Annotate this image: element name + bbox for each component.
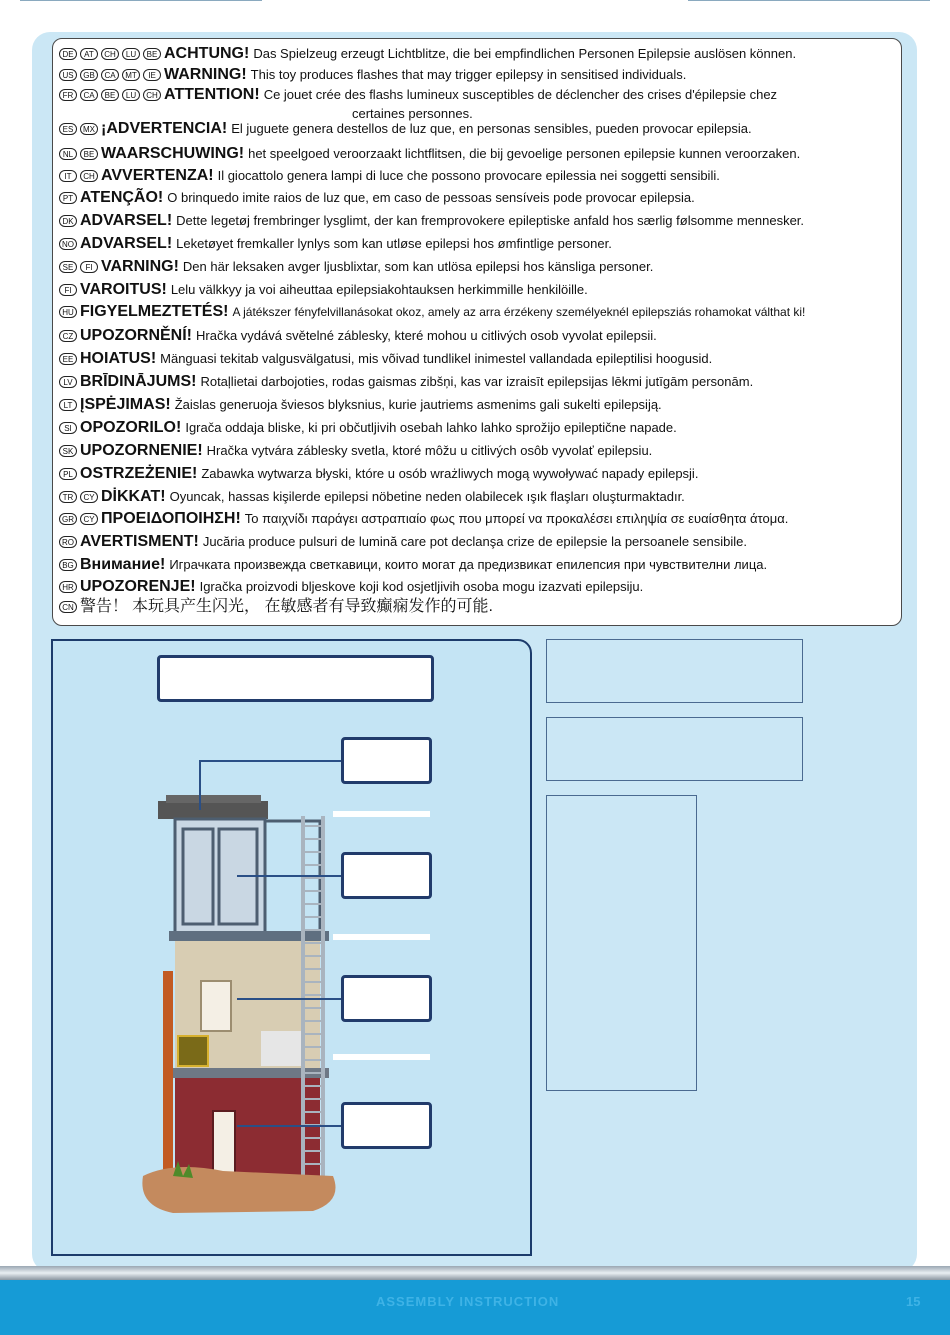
warning-title: ¡ADVERTENCIA! — [101, 120, 228, 137]
warning-text: Ce jouet crée des flashs lumineux susceptibles de déclencher des crises d'épilepsie chez — [263, 87, 778, 102]
warning-row — [59, 557, 897, 572]
warning-row — [59, 146, 897, 161]
warning-text: Hračka vydává světelné záblesky, které mohou u citlivých osob vyvolat epilepsii. — [196, 328, 657, 343]
country-code-badge: CY — [80, 491, 98, 503]
info-box-2 — [546, 717, 803, 781]
footer-divider-strip — [0, 1266, 950, 1280]
country-code-badge: FR — [59, 89, 77, 101]
warning-title: FIGYELMEZTETÉS! — [80, 303, 229, 320]
warning-text: Den här leksaken avger ljusblixtar, som kan utlösa epilepsi hos känsliga personer. — [182, 259, 654, 274]
warning-title: ATENÇÃO! — [80, 189, 164, 206]
country-code-badge: NO — [59, 238, 77, 250]
warning-title: ATTENTION! — [164, 86, 260, 103]
fire-station-tower-illustration — [133, 781, 433, 1221]
leader-line-ground — [237, 1125, 341, 1127]
country-code-badge: IT — [59, 170, 77, 182]
warning-title: WARNING! — [164, 66, 247, 83]
warning-text: A játékszer fényfelvillanásokat okoz, amely az arra érzékeny személyeknél epilepsziás rohamokat válthat ki! — [232, 305, 806, 319]
country-code-badge: MX — [80, 123, 98, 135]
warning-text: 本玩具产生闪光， 在敏感者有导致癫痫发作的可能. — [132, 598, 493, 615]
country-code-badge: SE — [59, 261, 77, 273]
country-code-badge: SK — [59, 445, 77, 457]
warning-text: Il giocattolo genera lampi di luce che possono provocare epilessia nei soggetti sensibili. — [217, 168, 720, 183]
warning-row — [59, 121, 897, 136]
warning-text: Το παιχνίδι παράγει αστραπιαίο φως που μπορεί να προκαλέσει επιληψία σε ευαίσθητα άτομα. — [244, 511, 789, 526]
warning-title: DİKKAT! — [101, 488, 166, 505]
info-box-1 — [546, 639, 803, 703]
country-code-badge: TR — [59, 491, 77, 503]
country-code-badge: CA — [80, 89, 98, 101]
warning-title: AVERTISMENT! — [80, 533, 199, 550]
warning-text: Oyuncak, hassas kişilerde epilepsi nöbetine neden olabilecek ışık flaşları oluşturmaktadır. — [169, 489, 685, 504]
warning-row — [59, 511, 897, 526]
epilepsy-warning-box — [52, 38, 902, 626]
warning-text: O brinquedo imite raios de luz que, em caso de pessoas sensíveis pode provocar epilepsia. — [167, 190, 695, 205]
warning-text: Das Spielzeug erzeugt Lichtblitze, die bei empfindlichen Personen Epilepsie auslösen können. — [253, 46, 797, 61]
warning-row — [59, 397, 897, 412]
warning-row — [59, 168, 897, 183]
warning-text: Zabawka wytwarza błyski, które u osób wrażliwych mogą wywoływać napady epilepsji. — [201, 466, 699, 481]
leader-line-roof-v — [199, 760, 201, 810]
info-box-3 — [546, 795, 697, 1091]
country-code-badge: EE — [59, 353, 77, 365]
country-code-badge: IE — [143, 69, 161, 81]
country-code-badge: GB — [80, 69, 98, 81]
warning-text: El juguete genera destellos de luz que, en personas sensibles, pueden provocar epilepsia. — [231, 121, 752, 136]
country-code-badge: LU — [122, 48, 140, 60]
warning-row — [59, 259, 897, 274]
warning-text: Igračka proizvodi bljeskove koji kod osjetljivih osoba mogu izazvati epilepsiju. — [199, 579, 644, 594]
product-diagram-panel — [51, 639, 532, 1256]
top-rule-right — [688, 0, 930, 1]
page-number: 15 — [906, 1294, 921, 1309]
warning-title: UPOZORNENIE! — [80, 442, 203, 459]
warning-title: OPOZORILO! — [80, 419, 182, 436]
roof — [158, 795, 268, 819]
warning-text: Igrača oddaja bliske, ki pri občutljivih osebah lahko lahko sprožijo epileptične napade. — [185, 420, 677, 435]
warning-text: Leketøyet fremkaller lynlys som kan utløse epilepsi hos ømfintlige personer. — [176, 236, 612, 251]
warning-text: Rotaļlietai darbojoties, rodas gaismas zibšņi, kas var izraisīt epilepsijas lēkmi jutīgām personām. — [200, 374, 754, 389]
country-code-badge: GR — [59, 513, 77, 525]
leader-line-upper — [237, 875, 341, 877]
top-rule-left — [20, 0, 262, 1]
country-code-badge: BE — [101, 89, 119, 101]
country-code-badge: HR — [59, 581, 77, 593]
warning-title: 警告！ — [80, 598, 129, 615]
warning-title: WAARSCHUWING! — [101, 145, 245, 162]
warning-row — [59, 46, 897, 61]
warning-row — [59, 236, 897, 251]
country-code-badge: FI — [80, 261, 98, 273]
country-code-badge: PT — [59, 192, 77, 204]
country-code-badge: CH — [80, 170, 98, 182]
warning-row — [59, 420, 897, 435]
warning-title: OSTRZEŻENIE! — [80, 465, 198, 482]
country-code-badge: LV — [59, 376, 77, 388]
footer-title: ASSEMBLY INSTRUCTION — [376, 1294, 560, 1309]
country-code-badge: CH — [143, 89, 161, 101]
leader-line-roof-h — [199, 760, 341, 762]
warning-title: ACHTUNG! — [164, 45, 250, 62]
warning-title: VAROITUS! — [80, 281, 167, 298]
country-code-badge: ES — [59, 123, 77, 135]
warning-row — [59, 190, 897, 205]
country-code-badge: LT — [59, 399, 77, 411]
warning-text: This toy produces flashes that may trigger epilepsy in sensitised individuals. — [250, 67, 687, 82]
warning-title: UPOZORENJE! — [80, 578, 196, 595]
warning-row — [59, 282, 897, 297]
country-code-badge: CY — [80, 513, 98, 525]
warning-text: het speelgoed veroorzaakt lichtflitsen, die bij gevoelige personen epilepsie kunnen veroorzaken. — [248, 146, 801, 161]
country-code-badge: DE — [59, 48, 77, 60]
warning-row — [59, 67, 897, 82]
country-code-badge: FI — [59, 284, 77, 296]
warning-title: HOIATUS! — [80, 350, 157, 367]
warning-title: AVVERTENZA! — [101, 167, 214, 184]
warning-row — [59, 579, 897, 594]
warning-title: ADVARSEL! — [80, 235, 173, 252]
warning-title: ADVARSEL! — [80, 212, 173, 229]
country-code-badge: HU — [59, 306, 77, 318]
country-code-badge: CN — [59, 601, 77, 613]
country-code-badge: CA — [101, 69, 119, 81]
label-box-top — [157, 655, 434, 702]
country-code-badge: BE — [80, 148, 98, 160]
country-code-badge: NL — [59, 148, 77, 160]
warning-title: UPOZORNĚNÍ! — [80, 327, 192, 344]
warning-title: Внимание! — [80, 556, 166, 573]
country-code-badge: BG — [59, 559, 77, 571]
country-code-badge: RO — [59, 536, 77, 548]
warning-fr-continuation: certaines personnes. — [352, 106, 473, 121]
warning-row — [59, 489, 897, 504]
warning-row — [59, 351, 897, 366]
warning-title: BRĪDINĀJUMS! — [80, 373, 197, 390]
warning-text: Žaislas generuoja šviesos blyksnius, kurie jautriems asmenims gali sukelti epilepsiją. — [174, 397, 662, 412]
warning-title: VARNING! — [101, 258, 179, 275]
warning-text: Dette legetøj frembringer lysglimt, der kan fremprovokere epileptiske anfald hos særlig følsomme mennesker. — [176, 213, 805, 228]
country-code-badge: LU — [122, 89, 140, 101]
leader-line-middle — [237, 998, 341, 1000]
country-code-badge: PL — [59, 468, 77, 480]
warning-row — [59, 304, 897, 320]
warning-row — [59, 374, 897, 389]
warning-title: ĮSPĖJIMAS! — [80, 396, 171, 413]
country-code-badge: BE — [143, 48, 161, 60]
warning-row — [59, 87, 897, 102]
country-code-badge: US — [59, 69, 77, 81]
warning-text: Играчката произвежда светкавици, които могат да предизвикат епилепсия при чувствителни лица. — [169, 557, 768, 572]
warning-text: Jucăria produce pulsuri de lumină care pot declanşa crize de epilepsie la persoanele sensibile. — [202, 534, 747, 549]
label-box-roof — [341, 737, 432, 784]
warning-row — [59, 599, 897, 614]
country-code-badge: DK — [59, 215, 77, 227]
country-code-badge: CZ — [59, 330, 77, 342]
warning-row — [59, 534, 897, 549]
warning-row — [59, 466, 897, 481]
country-code-badge: CH — [101, 48, 119, 60]
warning-text: Mänguasi tekitab valgusvälgatusi, mis võivad tundlikel inimestel vallandada epileptilisi hoogusid. — [160, 351, 713, 366]
warning-row — [59, 213, 897, 228]
country-code-badge: SI — [59, 422, 77, 434]
warning-row — [59, 328, 897, 343]
warning-text: Lelu välkkyy ja voi aiheuttaa epilepsiakohtauksen herkimmille henkilöille. — [170, 282, 588, 297]
country-code-badge: MT — [122, 69, 140, 81]
warning-text: Hračka vytvára záblesky svetla, ktoré môžu u citlivých osôb vyvolať epilepsiu. — [206, 443, 653, 458]
warning-title: ΠΡΟΕΙΔΟΠΟΙΗΣΗ! — [101, 510, 241, 527]
country-code-badge: AT — [80, 48, 98, 60]
warning-row — [59, 443, 897, 458]
